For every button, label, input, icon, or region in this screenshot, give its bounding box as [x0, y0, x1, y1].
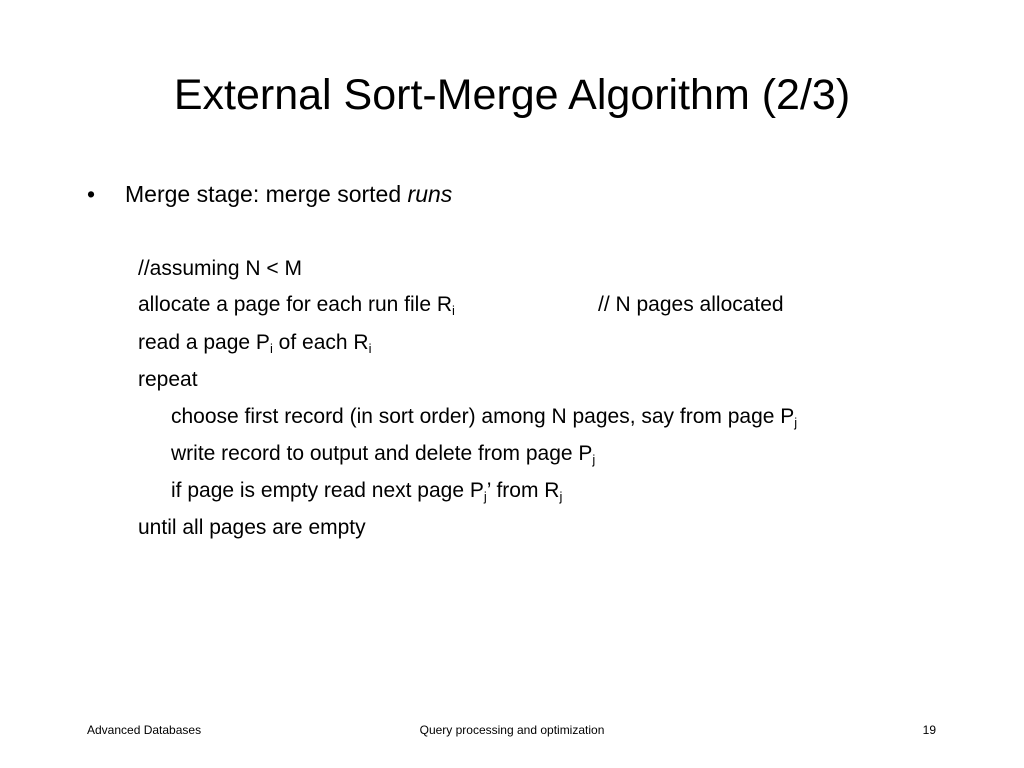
allocate-subscript: i: [452, 303, 455, 318]
read-subscript-2: i: [368, 341, 372, 356]
read-subscript-1: i: [269, 341, 273, 356]
code-line-read: [138, 330, 371, 356]
read-text-a: read a page P: [138, 331, 270, 354]
footer-page-number: 19: [922, 723, 936, 737]
choose-subscript: j: [794, 415, 798, 430]
code-line-write: [171, 441, 595, 467]
allocate-text: allocate a page for each run file R: [138, 293, 453, 316]
bullet-symbol: •: [87, 181, 96, 207]
allocate-comment: // N pages allocated: [598, 293, 784, 316]
if-subscript-1: j: [483, 489, 487, 504]
bullet-emphasis: runs: [407, 181, 453, 207]
code-line-assume: //assuming N < M: [138, 257, 302, 280]
bullet-text: Merge stage: merge sorted: [125, 181, 408, 207]
if-subscript-2: j: [559, 489, 563, 504]
code-line-repeat: repeat: [138, 368, 198, 391]
read-text-b: of each R: [272, 331, 369, 354]
code-line-allocate: [138, 292, 455, 318]
footer-topic: Query processing and optimization: [419, 723, 605, 737]
code-line-if-empty: [171, 478, 562, 504]
code-line-choose: [171, 404, 797, 430]
bullet-merge-stage: [87, 179, 452, 209]
write-text: write record to output and delete from page P: [171, 442, 593, 465]
write-subscript: j: [592, 452, 596, 467]
footer-course-name: Advanced Databases: [87, 723, 202, 737]
if-text-b: ’ from R: [486, 479, 560, 502]
slide-title: External Sort-Merge Algorithm (2/3): [173, 71, 851, 119]
code-line-until: until all pages are empty: [138, 516, 366, 539]
choose-text: choose first record (in sort order) among N pages, say from page P: [171, 405, 795, 428]
if-text-a: if page is empty read next page P: [171, 479, 484, 502]
